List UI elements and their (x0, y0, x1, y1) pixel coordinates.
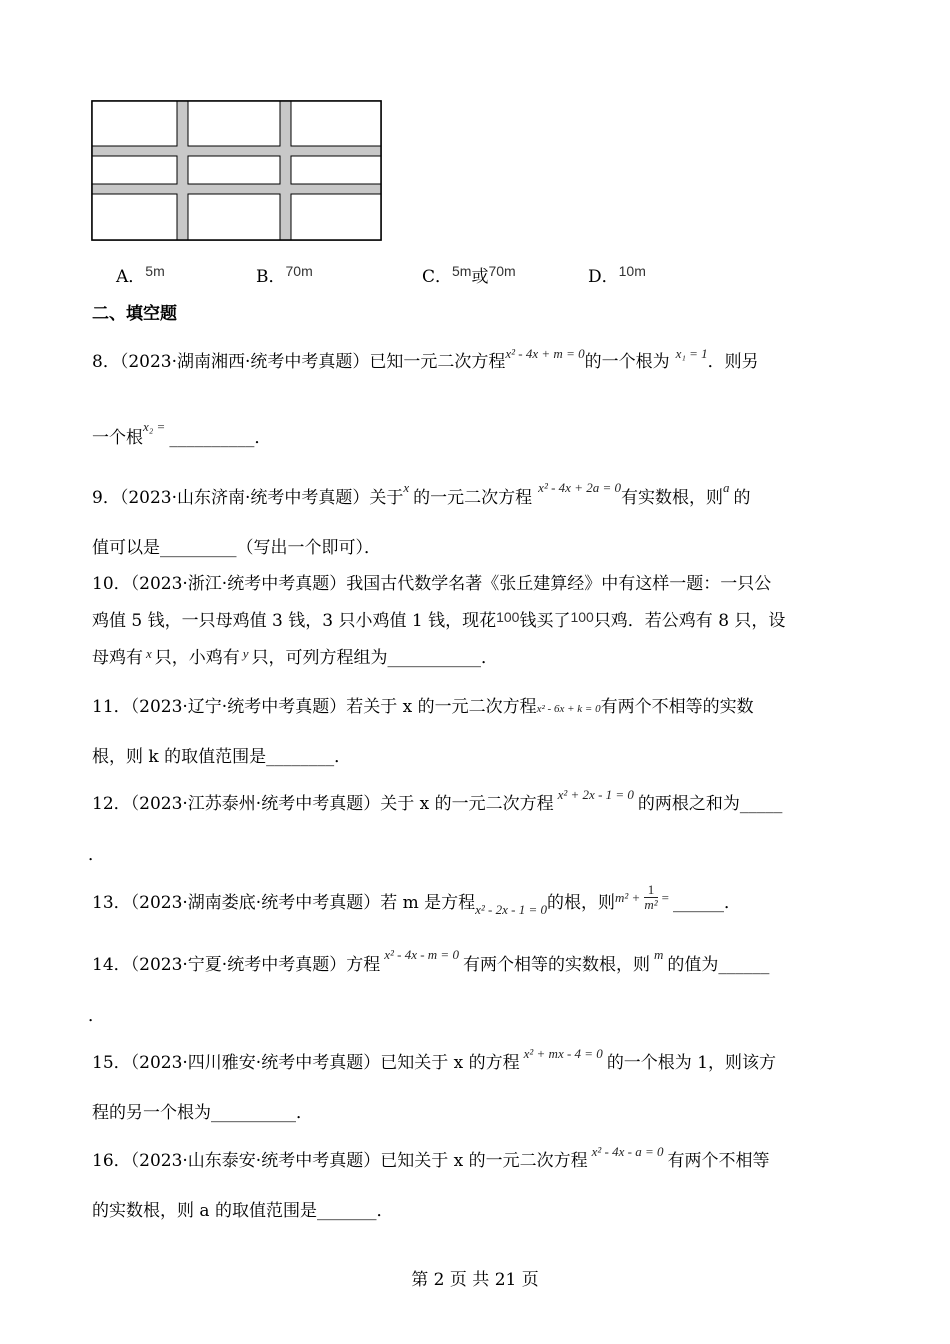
q16-text2: 有两个不相等 (667, 1151, 770, 1171)
q8-text3: ．则另 (707, 352, 759, 372)
question-15 (92, 1048, 776, 1073)
q14-text2: 有两个相等的实数根，则 (462, 955, 650, 975)
option-c-or: 或 (471, 267, 489, 287)
question-9-line2: 值可以是_________（写出一个即可）． (92, 538, 381, 558)
option-b-value: 70m (285, 263, 313, 279)
q11-text2: 有两个不相等的实数 (600, 697, 754, 717)
option-a (116, 262, 165, 287)
option-d-label: D． (588, 267, 619, 287)
question-9 (92, 480, 751, 508)
q8-root2: x₂ = (143, 419, 166, 434)
question-14-line2: ． (88, 1006, 105, 1026)
question-11 (92, 692, 754, 717)
q14-text1: 14．（2023·宁夏·统考中考真题）方程 (92, 955, 381, 975)
option-d-value: 10m (618, 263, 646, 279)
q8-root: x₁ = 1 (675, 346, 708, 361)
option-c-value1: 5m (452, 263, 472, 279)
q10-line3b: 只，小鸡有 (154, 648, 240, 668)
question-14 (92, 947, 770, 975)
q10-n1: 100 (496, 609, 520, 625)
q9-text4: 的 (733, 488, 751, 508)
q9-text3: 有实数根，则 (620, 488, 723, 508)
option-c-label: C． (422, 267, 453, 287)
q16-text1: 16．（2023·山东泰安·统考中考真题）已知关于 x 的一元二次方程 (92, 1151, 588, 1171)
option-c-value2: 70m (488, 263, 516, 279)
option-a-label: A． (116, 267, 146, 287)
q13-eqsign: = (661, 890, 669, 905)
q12-equation: x² + 2x - 1 = 0 (557, 787, 634, 802)
q10-line3c: 只，可列方程组为___________． (251, 648, 499, 668)
q14-equation: x² - 4x - m = 0 (384, 947, 459, 962)
question-10-line1: 10．（2023·浙江·统考中考真题）我国古代数学名著《张丘建算经》中有这样一题：一只公 (92, 574, 772, 594)
q15-text2: 的一个根为 1，则该方 (606, 1053, 777, 1073)
q11-equation: x² - 6x + k = 0 (536, 703, 601, 715)
question-8-line2 (92, 419, 272, 448)
q13-text1: 13．（2023·湖南娄底·统考中考真题）若 m 是方程 (92, 893, 476, 913)
road-field-figure (91, 100, 383, 242)
q12-text1: 12．（2023·江苏泰州·统考中考真题）关于 x 的一元二次方程 (92, 794, 554, 814)
q13-expr: m² + (615, 890, 641, 905)
q9-equation: x² - 4x + 2a = 0 (538, 480, 621, 495)
q15-equation: x² + mx - 4 = 0 (523, 1046, 603, 1061)
option-b (256, 262, 313, 287)
q10-line2c: 只鸡．若公鸡有 8 只，设 (593, 611, 786, 631)
q14-var-m: m (653, 947, 664, 962)
q8-line2: 一个根 (92, 428, 143, 448)
question-11-line2: 根，则 k 的取值范围是________． (92, 747, 352, 767)
q8-text1: 8．（2023·湖南湘西·统考中考真题）已知一元二次方程 (92, 352, 506, 372)
option-d (588, 262, 646, 287)
q10-n2: 100 (570, 609, 594, 625)
option-c (422, 262, 516, 287)
page-footer: 第 2 页 共 21 页 (411, 1270, 539, 1290)
q13-numerator: 1 (644, 883, 657, 898)
q10-line3a: 母鸡有 (92, 648, 143, 668)
q10-var-x: x (146, 646, 152, 661)
q9-var-x: x (403, 480, 410, 495)
q8-blank: __________． (169, 428, 272, 448)
question-8 (92, 347, 759, 372)
q11-text1: 11．（2023·辽宁·统考中考真题）若关于 x 的一元二次方程 (92, 697, 537, 717)
q13-denominator: m² (644, 897, 658, 912)
question-10-line3 (92, 643, 498, 668)
q10-line2b: 钱买了 (519, 611, 571, 631)
question-16 (92, 1146, 769, 1171)
section-title: 二、填空题 (92, 304, 177, 324)
option-a-value: 5m (145, 263, 165, 279)
q9-var-a: a (722, 480, 730, 495)
question-15-line2: 程的另一个根为__________． (92, 1103, 313, 1123)
option-b-label: B． (256, 267, 286, 287)
question-10-line2 (92, 606, 785, 631)
q8-text2: 的一个根为 (584, 352, 670, 372)
q16-equation: x² - 4x - a = 0 (591, 1144, 664, 1159)
q14-text3: 的值为______ (667, 955, 770, 975)
q9-text2: 的一元二次方程 (413, 488, 533, 508)
q12-text2: 的两根之和为_____ (637, 794, 783, 814)
q13-fraction (644, 883, 657, 912)
q13-equation: x² - 2x - 1 = 0 (475, 902, 548, 917)
q9-text1: 9．（2023·山东济南·统考中考真题）关于 (92, 488, 404, 508)
q8-equation: x² - 4x + m = 0 (505, 346, 585, 361)
q13-blank: ______． (672, 893, 741, 913)
question-13 (92, 882, 741, 918)
q10-line2a: 鸡值 5 钱，一只母鸡值 3 钱，3 只小鸡值 1 钱，现花 (92, 611, 497, 631)
question-12 (92, 789, 782, 814)
question-12-line2: ． (88, 845, 105, 865)
q10-var-y: y (242, 646, 249, 661)
question-16-line2: 的实数根，则 a 的取值范围是_______． (92, 1201, 394, 1221)
q15-text1: 15．（2023·四川雅安·统考中考真题）已知关于 x 的方程 (92, 1053, 520, 1073)
q13-text2: 的根，则 (547, 893, 616, 913)
